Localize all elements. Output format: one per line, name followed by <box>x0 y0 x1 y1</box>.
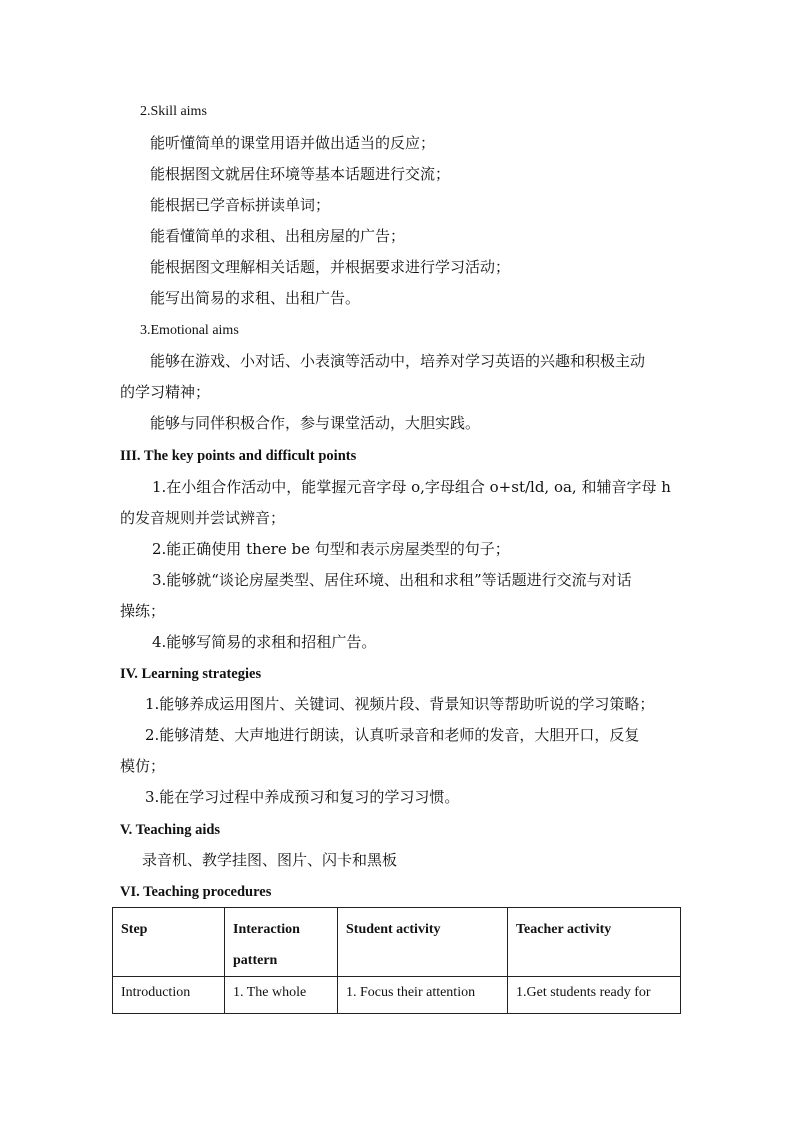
heading-learning-strategies: IV. Learning strategies <box>120 666 262 682</box>
table-row <box>113 977 681 1014</box>
paragraph-line: 2.能够清楚、大声地进行朗读，认真听录音和老师的发音，大胆开口，反复 <box>145 726 640 744</box>
paragraph-line: 模仿； <box>120 757 166 775</box>
heading-teaching-aids: V. Teaching aids <box>120 822 221 838</box>
table-cell: 1. Focus their attention <box>338 977 508 1014</box>
table-cell: 1. The whole <box>225 977 338 1014</box>
paragraph-line: 能写出简易的求租、出租广告。 <box>150 289 361 307</box>
paragraph-line: 2.能正确使用 there be 句型和表示房屋类型的句子； <box>152 540 510 558</box>
paragraph-line: 能根据图文就居住环境等基本话题进行交流； <box>150 165 451 183</box>
paragraph-line: 操练； <box>120 602 166 620</box>
table-cell: 1.Get students ready for <box>508 977 681 1014</box>
section-skill-aims: 2.Skill aims <box>140 104 207 119</box>
paragraph-line: 录音机、教学挂图、图片、闪卡和黑板 <box>142 851 398 869</box>
paragraph-line: 能够在游戏、小对话、小表演等活动中，培养对学习英语的兴趣和积极主动 <box>150 352 646 370</box>
paragraph-line: 能看懂简单的求租、出租房屋的广告； <box>150 227 406 245</box>
table-header-row <box>113 908 681 977</box>
paragraph-line: 能够与同伴积极合作，参与课堂活动，大胆实践。 <box>150 414 481 432</box>
paragraph-line: 3.能够就“谈论房屋类型、居住环境、出租和求租”等话题进行交流与对话 <box>152 571 632 589</box>
procedures-table <box>112 907 681 1014</box>
paragraph-line: 的发音规则并尝试辨音； <box>120 509 286 527</box>
paragraph-line: 4.能够写简易的求租和招租广告。 <box>152 633 377 651</box>
paragraph-line: 能听懂简单的课堂用语并做出适当的反应； <box>150 134 436 152</box>
header-cell-step: Step <box>113 908 225 977</box>
header-cell-teacher-activity: Teacher activity <box>508 908 681 977</box>
paragraph-line: 能根据图文理解相关话题，并根据要求进行学习活动； <box>150 258 511 276</box>
paragraph-line: 1.在小组合作活动中，能掌握元音字母 o,字母组合 o+st/ld, oa, 和辅音字母 h <box>152 478 671 496</box>
paragraph-line: 的学习精神； <box>120 383 211 401</box>
paragraph-line: 1.能够养成运用图片、关键词、视频片段、背景知识等帮助听说的学习策略； <box>145 695 655 713</box>
header-cell-student-activity: Student activity <box>338 908 508 977</box>
paragraph-line: 3.能在学习过程中养成预习和复习的学习习惯。 <box>145 788 460 806</box>
table-cell: Introduction <box>113 977 225 1014</box>
header-cell-interaction-pattern: Interaction pattern <box>225 908 338 977</box>
section-emotional-aims: 3.Emotional aims <box>140 323 239 338</box>
heading-key-points: III. The key points and difficult points <box>120 448 357 464</box>
paragraph-line: 能根据已学音标拼读单词； <box>150 196 331 214</box>
heading-teaching-procedures: VI. Teaching procedures <box>120 884 272 900</box>
